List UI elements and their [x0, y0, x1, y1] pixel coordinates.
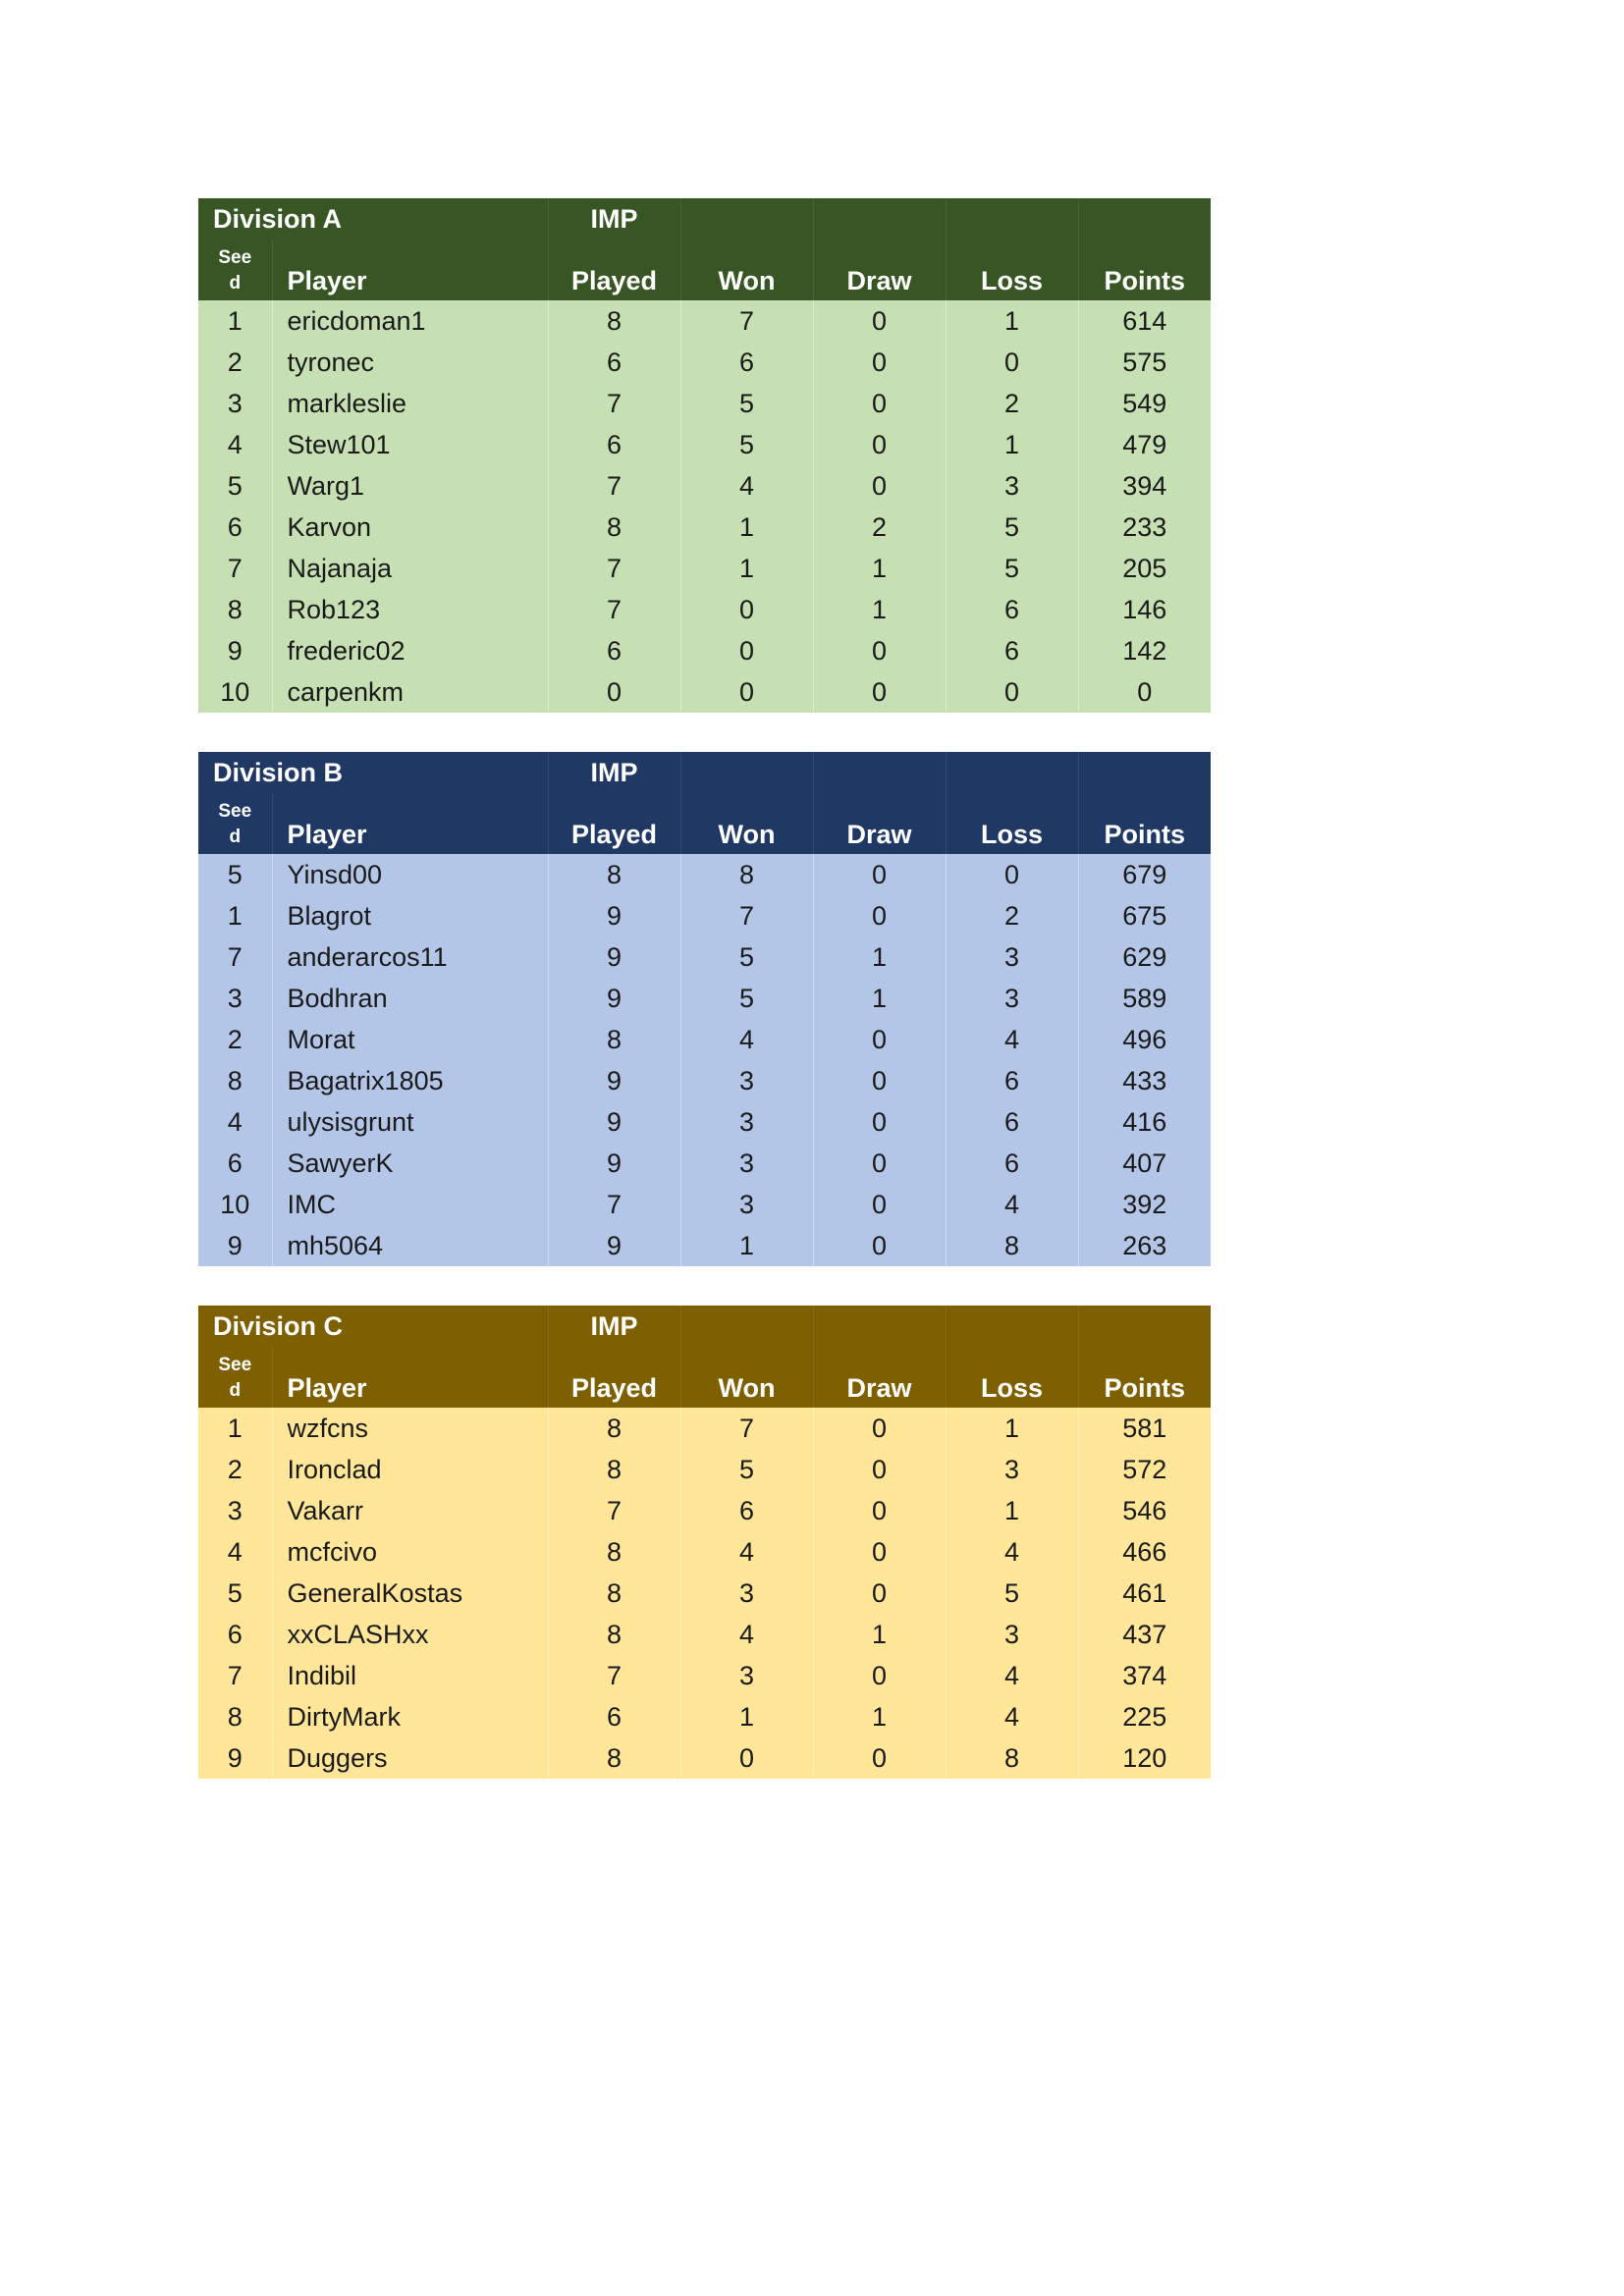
cell-played: 6 [548, 424, 680, 465]
header-empty-cell [946, 198, 1078, 240]
table-row [198, 548, 1211, 589]
cell-points: 496 [1078, 1019, 1211, 1060]
table-row [198, 671, 1211, 713]
cell-draw: 0 [813, 854, 946, 895]
cell-draw: 0 [813, 671, 946, 713]
cell-played: 8 [548, 1408, 680, 1449]
cell-seed: 2 [227, 1454, 243, 1484]
cell-draw: 1 [813, 589, 946, 630]
cell-won: 6 [680, 1490, 813, 1531]
cell-points: 394 [1078, 465, 1211, 507]
header-empty-cell [680, 198, 813, 240]
column-header-points: Points [1078, 793, 1211, 854]
cell-won: 0 [680, 630, 813, 671]
cell-loss: 0 [946, 671, 1078, 713]
cell-played: 8 [548, 1019, 680, 1060]
cell-loss: 8 [946, 1225, 1078, 1266]
cell-points: 263 [1078, 1225, 1211, 1266]
cell-loss: 3 [946, 936, 1078, 978]
cell-player: Blagrot [272, 895, 548, 936]
cell-seed: 9 [227, 635, 243, 666]
cell-points: 679 [1078, 854, 1211, 895]
cell-draw: 0 [813, 383, 946, 424]
cell-player: Karvon [272, 507, 548, 548]
column-header-row [198, 793, 1211, 854]
column-header-points: Points [1078, 1347, 1211, 1408]
cell-player: Rob123 [272, 589, 548, 630]
header-empty-cell [1078, 198, 1211, 240]
cell-seed: 9 [227, 1742, 243, 1773]
cell-player: GeneralKostas [272, 1573, 548, 1614]
cell-draw: 2 [813, 507, 946, 548]
cell-draw: 0 [813, 1490, 946, 1531]
table-row [198, 507, 1211, 548]
cell-points: 675 [1078, 895, 1211, 936]
cell-player: Bagatrix1805 [272, 1060, 548, 1101]
table-row [198, 978, 1211, 1019]
cell-won: 0 [680, 671, 813, 713]
cell-player: ulysisgrunt [272, 1101, 548, 1143]
cell-draw: 0 [813, 1019, 946, 1060]
division-title-row [198, 198, 1211, 240]
cell-won: 3 [680, 1184, 813, 1225]
table-row [198, 424, 1211, 465]
table-row [198, 1573, 1211, 1614]
cell-won: 4 [680, 465, 813, 507]
header-empty-cell [813, 1306, 946, 1347]
division-title-row [198, 1306, 1211, 1347]
cell-played: 9 [548, 1225, 680, 1266]
cell-played: 9 [548, 1060, 680, 1101]
cell-draw: 1 [813, 1696, 946, 1737]
column-header-points: Points [1078, 240, 1211, 300]
cell-draw: 1 [813, 978, 946, 1019]
cell-played: 9 [548, 1143, 680, 1184]
cell-played: 6 [548, 1696, 680, 1737]
cell-seed: 3 [227, 1495, 243, 1525]
cell-points: 572 [1078, 1449, 1211, 1490]
cell-draw: 0 [813, 1449, 946, 1490]
cell-player: markleslie [272, 383, 548, 424]
cell-player: Bodhran [272, 978, 548, 1019]
column-header-loss: Loss [946, 793, 1078, 854]
table-row [198, 342, 1211, 383]
table-row [198, 1737, 1211, 1779]
cell-loss: 0 [946, 342, 1078, 383]
column-header-played: Played [548, 793, 680, 854]
cell-seed: 7 [227, 941, 243, 972]
cell-seed: 6 [227, 1619, 243, 1649]
cell-loss: 5 [946, 1573, 1078, 1614]
table-row [198, 589, 1211, 630]
cell-player: xxCLASHxx [272, 1614, 548, 1655]
column-header-played: Played [548, 240, 680, 300]
standings-table [198, 752, 1211, 1266]
cell-loss: 4 [946, 1184, 1078, 1225]
cell-played: 9 [548, 895, 680, 936]
cell-won: 5 [680, 978, 813, 1019]
cell-won: 1 [680, 1225, 813, 1266]
table-row [198, 1490, 1211, 1531]
column-header-row [198, 240, 1211, 300]
cell-points: 120 [1078, 1737, 1211, 1779]
standings-table [198, 198, 1211, 713]
table-row [198, 1531, 1211, 1573]
cell-seed: 10 [220, 1189, 250, 1219]
cell-loss: 2 [946, 383, 1078, 424]
cell-loss: 3 [946, 465, 1078, 507]
cell-points: 146 [1078, 589, 1211, 630]
cell-won: 4 [680, 1019, 813, 1060]
cell-loss: 1 [946, 300, 1078, 342]
division-b-table [198, 752, 1211, 1266]
cell-won: 7 [680, 1408, 813, 1449]
cell-player: Yinsd00 [272, 854, 548, 895]
cell-draw: 0 [813, 465, 946, 507]
cell-draw: 0 [813, 1655, 946, 1696]
table-row [198, 1184, 1211, 1225]
table-row [198, 1060, 1211, 1101]
header-empty-cell [946, 752, 1078, 793]
cell-seed: 1 [227, 305, 243, 336]
cell-played: 8 [548, 854, 680, 895]
cell-loss: 2 [946, 895, 1078, 936]
cell-won: 7 [680, 300, 813, 342]
cell-loss: 8 [946, 1737, 1078, 1779]
cell-loss: 5 [946, 548, 1078, 589]
table-row [198, 630, 1211, 671]
cell-player: IMC [272, 1184, 548, 1225]
cell-points: 581 [1078, 1408, 1211, 1449]
cell-points: 466 [1078, 1531, 1211, 1573]
table-row [198, 300, 1211, 342]
cell-points: 546 [1078, 1490, 1211, 1531]
cell-loss: 1 [946, 424, 1078, 465]
cell-points: 233 [1078, 507, 1211, 548]
header-empty-cell [813, 198, 946, 240]
table-row [198, 383, 1211, 424]
cell-seed: 1 [227, 900, 243, 931]
cell-played: 7 [548, 1490, 680, 1531]
cell-draw: 0 [813, 342, 946, 383]
cell-played: 8 [548, 1737, 680, 1779]
cell-played: 7 [548, 548, 680, 589]
cell-won: 4 [680, 1614, 813, 1655]
cell-draw: 0 [813, 1408, 946, 1449]
column-header-seed: See d [218, 1355, 252, 1401]
table-row [198, 1408, 1211, 1449]
cell-draw: 0 [813, 1101, 946, 1143]
column-header-won: Won [680, 793, 813, 854]
cell-player: Morat [272, 1019, 548, 1060]
cell-played: 8 [548, 507, 680, 548]
cell-points: 629 [1078, 936, 1211, 978]
cell-played: 8 [548, 1573, 680, 1614]
cell-loss: 1 [946, 1490, 1078, 1531]
division-title: Division C [213, 1310, 344, 1341]
cell-played: 8 [548, 1531, 680, 1573]
cell-seed: 3 [227, 983, 243, 1013]
cell-played: 8 [548, 1614, 680, 1655]
cell-seed: 1 [227, 1413, 243, 1443]
cell-loss: 4 [946, 1655, 1078, 1696]
cell-player: Duggers [272, 1737, 548, 1779]
cell-seed: 6 [227, 511, 243, 542]
standings-table [198, 1306, 1211, 1779]
cell-won: 5 [680, 936, 813, 978]
cell-won: 5 [680, 383, 813, 424]
cell-seed: 7 [227, 1660, 243, 1690]
cell-seed: 2 [227, 347, 243, 377]
cell-played: 0 [548, 671, 680, 713]
cell-draw: 0 [813, 1225, 946, 1266]
division-a-table [198, 198, 1211, 713]
cell-played: 9 [548, 936, 680, 978]
table-row [198, 1143, 1211, 1184]
cell-player: Stew101 [272, 424, 548, 465]
cell-points: 433 [1078, 1060, 1211, 1101]
cell-points: 374 [1078, 1655, 1211, 1696]
division-c-table [198, 1306, 1211, 1779]
imp-label: IMP [548, 198, 680, 240]
cell-won: 5 [680, 1449, 813, 1490]
cell-loss: 5 [946, 507, 1078, 548]
cell-played: 7 [548, 383, 680, 424]
cell-loss: 6 [946, 1060, 1078, 1101]
cell-won: 6 [680, 342, 813, 383]
cell-seed: 8 [227, 1701, 243, 1732]
column-header-loss: Loss [946, 240, 1078, 300]
header-empty-cell [1078, 752, 1211, 793]
cell-won: 3 [680, 1101, 813, 1143]
cell-draw: 1 [813, 936, 946, 978]
cell-player: Indibil [272, 1655, 548, 1696]
cell-seed: 9 [227, 1230, 243, 1260]
cell-draw: 1 [813, 548, 946, 589]
cell-played: 6 [548, 630, 680, 671]
column-header-draw: Draw [813, 240, 946, 300]
table-row [198, 854, 1211, 895]
cell-points: 461 [1078, 1573, 1211, 1614]
cell-points: 142 [1078, 630, 1211, 671]
cell-seed: 4 [227, 429, 243, 459]
cell-loss: 0 [946, 854, 1078, 895]
cell-seed: 4 [227, 1106, 243, 1137]
column-header-won: Won [680, 1347, 813, 1408]
table-row [198, 1101, 1211, 1143]
cell-won: 1 [680, 1696, 813, 1737]
cell-player: Najanaja [272, 548, 548, 589]
cell-player: ericdoman1 [272, 300, 548, 342]
column-header-player: Player [272, 793, 548, 854]
cell-draw: 0 [813, 630, 946, 671]
division-title: Division B [213, 757, 344, 787]
cell-points: 575 [1078, 342, 1211, 383]
column-header-draw: Draw [813, 793, 946, 854]
cell-won: 3 [680, 1573, 813, 1614]
cell-won: 1 [680, 548, 813, 589]
cell-won: 0 [680, 1737, 813, 1779]
cell-seed: 3 [227, 388, 243, 418]
column-header-loss: Loss [946, 1347, 1078, 1408]
cell-points: 479 [1078, 424, 1211, 465]
header-empty-cell [813, 752, 946, 793]
column-header-player: Player [272, 240, 548, 300]
column-header-player: Player [272, 1347, 548, 1408]
cell-won: 3 [680, 1060, 813, 1101]
cell-points: 437 [1078, 1614, 1211, 1655]
cell-points: 392 [1078, 1184, 1211, 1225]
cell-played: 9 [548, 978, 680, 1019]
cell-player: frederic02 [272, 630, 548, 671]
cell-points: 0 [1078, 671, 1211, 713]
cell-player: carpenkm [272, 671, 548, 713]
cell-loss: 3 [946, 1614, 1078, 1655]
cell-loss: 6 [946, 1143, 1078, 1184]
cell-points: 416 [1078, 1101, 1211, 1143]
imp-label: IMP [548, 752, 680, 793]
table-row [198, 1449, 1211, 1490]
division-title: Division A [213, 203, 343, 234]
cell-points: 225 [1078, 1696, 1211, 1737]
cell-draw: 0 [813, 1573, 946, 1614]
table-row [198, 936, 1211, 978]
cell-points: 614 [1078, 300, 1211, 342]
cell-seed: 5 [227, 470, 243, 501]
cell-seed: 4 [227, 1536, 243, 1567]
header-empty-cell [946, 1306, 1078, 1347]
cell-loss: 6 [946, 1101, 1078, 1143]
cell-played: 8 [548, 1449, 680, 1490]
cell-draw: 0 [813, 1143, 946, 1184]
cell-seed: 8 [227, 1065, 243, 1095]
cell-seed: 6 [227, 1148, 243, 1178]
table-row [198, 465, 1211, 507]
cell-won: 0 [680, 589, 813, 630]
cell-draw: 0 [813, 1060, 946, 1101]
cell-loss: 3 [946, 1449, 1078, 1490]
table-row [198, 1225, 1211, 1266]
cell-played: 9 [548, 1101, 680, 1143]
cell-loss: 6 [946, 630, 1078, 671]
column-header-draw: Draw [813, 1347, 946, 1408]
cell-seed: 8 [227, 594, 243, 624]
cell-points: 407 [1078, 1143, 1211, 1184]
cell-won: 8 [680, 854, 813, 895]
cell-seed: 2 [227, 1024, 243, 1054]
cell-player: tyronec [272, 342, 548, 383]
column-header-seed: See d [218, 247, 252, 294]
cell-player: SawyerK [272, 1143, 548, 1184]
cell-loss: 4 [946, 1696, 1078, 1737]
cell-player: Ironclad [272, 1449, 548, 1490]
cell-loss: 4 [946, 1019, 1078, 1060]
cell-player: DirtyMark [272, 1696, 548, 1737]
cell-played: 7 [548, 1655, 680, 1696]
header-empty-cell [680, 752, 813, 793]
column-header-row [198, 1347, 1211, 1408]
cell-seed: 5 [227, 1577, 243, 1608]
cell-loss: 6 [946, 589, 1078, 630]
cell-player: Vakarr [272, 1490, 548, 1531]
cell-won: 1 [680, 507, 813, 548]
division-title-row [198, 752, 1211, 793]
column-header-won: Won [680, 240, 813, 300]
cell-played: 7 [548, 1184, 680, 1225]
column-header-played: Played [548, 1347, 680, 1408]
cell-seed: 7 [227, 553, 243, 583]
cell-seed: 10 [220, 676, 250, 707]
column-header-seed: See d [218, 801, 252, 847]
cell-loss: 4 [946, 1531, 1078, 1573]
table-row [198, 1614, 1211, 1655]
cell-points: 589 [1078, 978, 1211, 1019]
cell-loss: 3 [946, 978, 1078, 1019]
cell-points: 549 [1078, 383, 1211, 424]
cell-draw: 0 [813, 300, 946, 342]
cell-won: 4 [680, 1531, 813, 1573]
table-row [198, 895, 1211, 936]
table-row [198, 1655, 1211, 1696]
cell-draw: 0 [813, 1531, 946, 1573]
cell-draw: 1 [813, 1614, 946, 1655]
cell-loss: 1 [946, 1408, 1078, 1449]
cell-won: 3 [680, 1655, 813, 1696]
cell-played: 6 [548, 342, 680, 383]
table-row [198, 1019, 1211, 1060]
table-row [198, 1696, 1211, 1737]
cell-draw: 0 [813, 1737, 946, 1779]
cell-player: anderarcos11 [272, 936, 548, 978]
header-empty-cell [680, 1306, 813, 1347]
cell-won: 3 [680, 1143, 813, 1184]
cell-draw: 0 [813, 1184, 946, 1225]
cell-player: mh5064 [272, 1225, 548, 1266]
cell-points: 205 [1078, 548, 1211, 589]
cell-played: 7 [548, 465, 680, 507]
cell-player: wzfcns [272, 1408, 548, 1449]
imp-label: IMP [548, 1306, 680, 1347]
cell-played: 7 [548, 589, 680, 630]
cell-player: Warg1 [272, 465, 548, 507]
cell-player: mcfcivo [272, 1531, 548, 1573]
header-empty-cell [1078, 1306, 1211, 1347]
cell-draw: 0 [813, 895, 946, 936]
cell-seed: 5 [227, 859, 243, 889]
cell-played: 8 [548, 300, 680, 342]
cell-won: 7 [680, 895, 813, 936]
cell-won: 5 [680, 424, 813, 465]
cell-draw: 0 [813, 424, 946, 465]
